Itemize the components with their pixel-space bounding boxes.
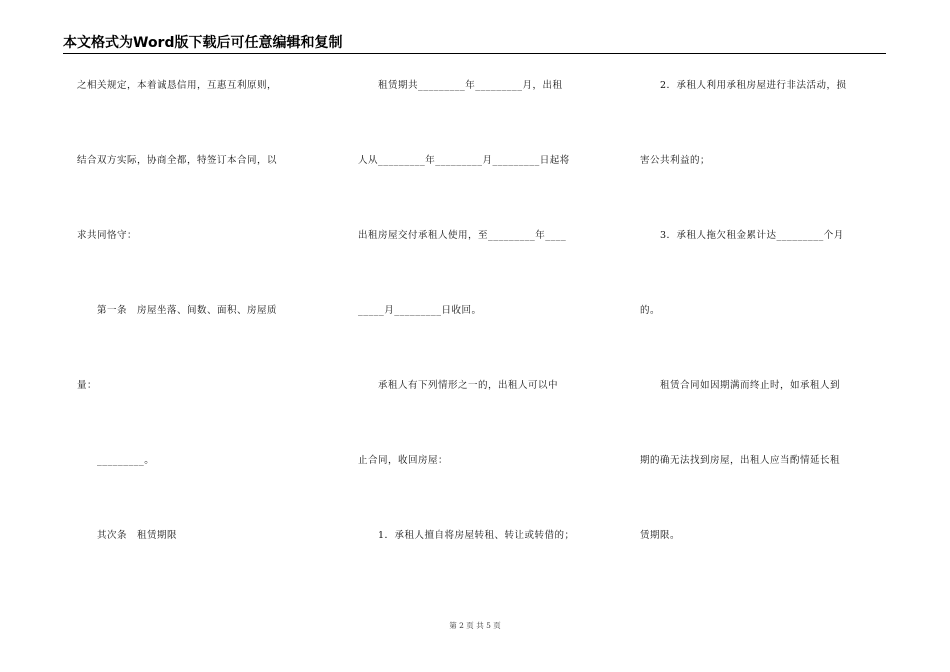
text-line: 量：	[77, 380, 98, 391]
text-line: 其次条 租赁期限	[77, 530, 178, 541]
text-line: 结合双方实际，协商全都，特签订本合同，以	[77, 155, 278, 166]
text-line: 租赁合同如因期满而终止时，如承租人到	[640, 380, 841, 391]
text-line: 出租房屋交付承租人使用，至_________年____	[358, 230, 567, 241]
text-line: _________。	[77, 455, 155, 466]
text-line: 的。	[640, 305, 661, 316]
text-line: 害公共利益的；	[640, 155, 711, 166]
page-number: 第 2 页 共 5 页	[449, 621, 501, 630]
text-line: 求共同恪守：	[77, 230, 138, 241]
document-header-title: 本文格式为Word版下载后可任意编辑和复制	[63, 35, 343, 51]
text-line: 止合同，收回房屋：	[358, 455, 449, 466]
text-line: 赁期限。	[640, 530, 681, 541]
text-line: 期的确无法找到房屋，出租人应当酌情延长租	[640, 455, 841, 466]
text-line: 1．承租人擅自将房屋转租、转让或转借的；	[358, 530, 575, 541]
text-line: 第一条 房屋坐落、间数、面积、房屋质	[77, 305, 278, 316]
text-line: 租赁期共_________年_________月，出租	[358, 80, 563, 91]
text-line: 承租人有下列情形之一的，出租人可以中	[358, 380, 559, 391]
text-line: 3．承租人拖欠租金累计达_________个月	[640, 230, 844, 241]
text-line: 2．承租人利用承租房屋进行非法活动，损	[640, 80, 847, 91]
text-line: 人从_________年_________月_________日起将	[358, 155, 570, 166]
text-line: _____月_________日收回。	[358, 305, 482, 316]
text-line: 之相关规定，本着诚恳信用，互惠互利原则，	[77, 80, 278, 91]
header-divider	[63, 53, 886, 54]
